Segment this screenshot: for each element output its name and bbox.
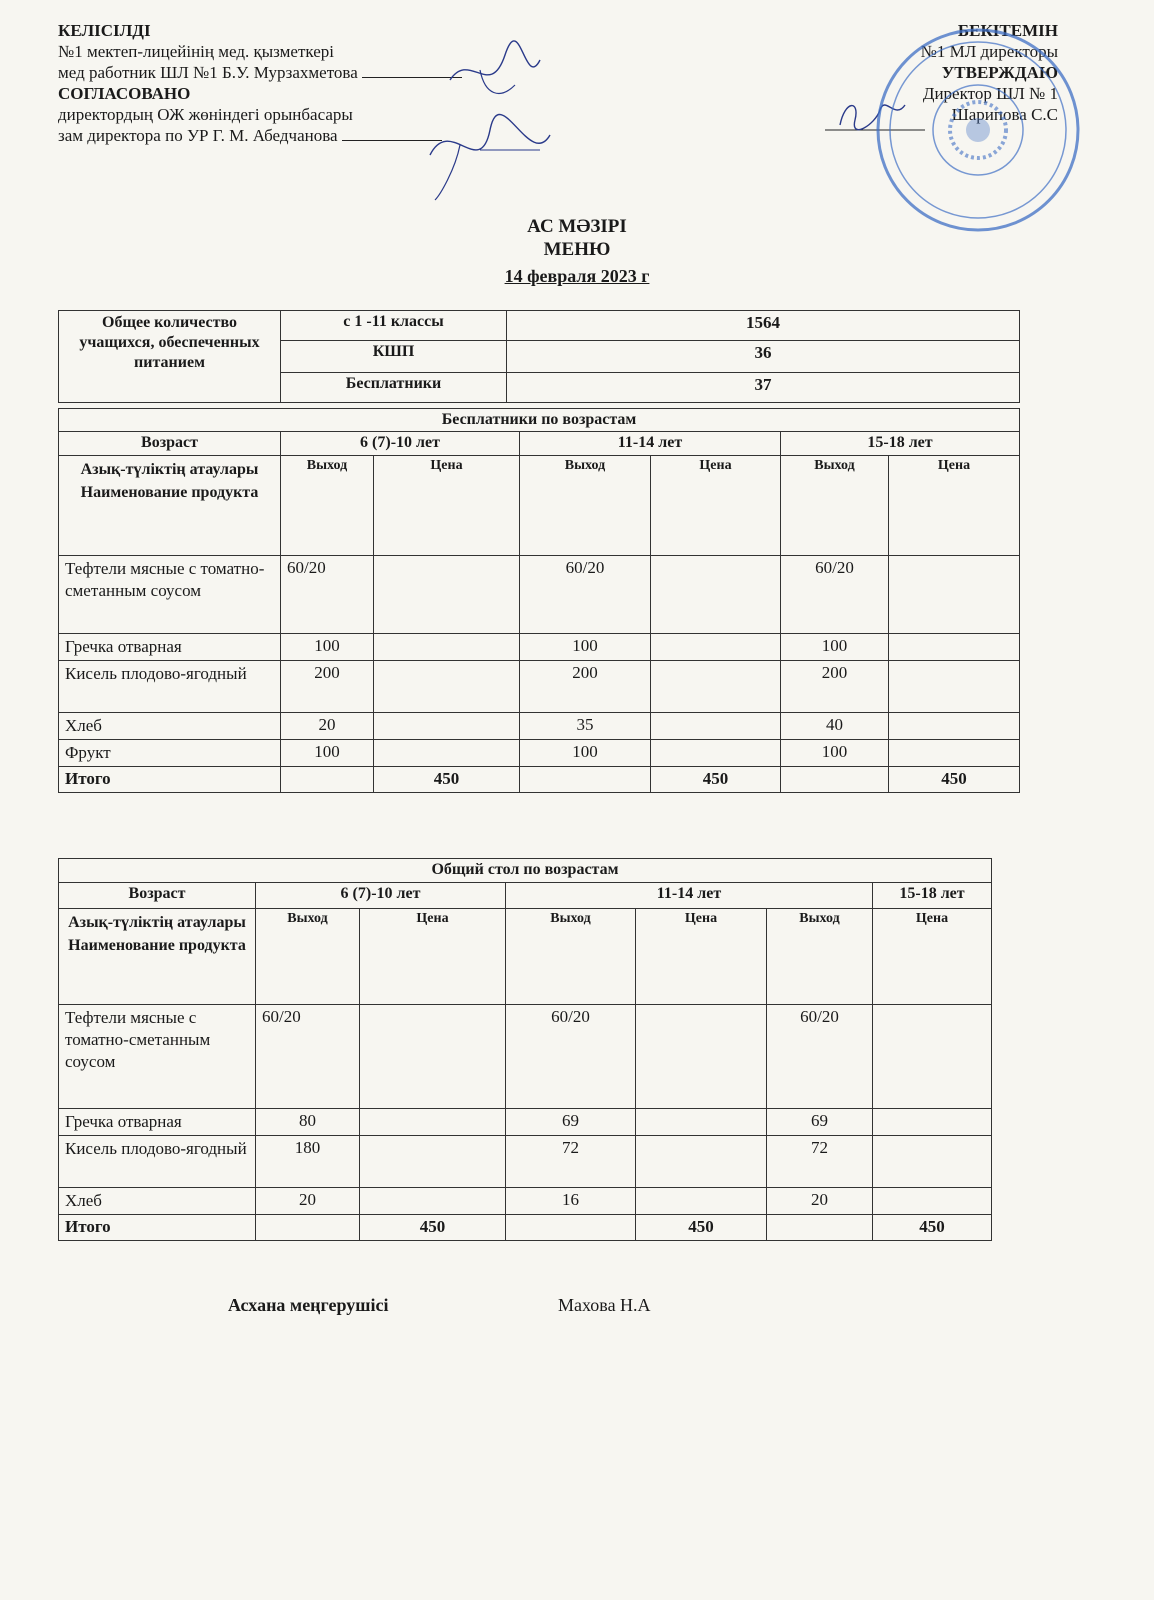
product-name: Кисель плодово-ягодный bbox=[59, 1136, 256, 1188]
total-value: 450 bbox=[374, 767, 520, 793]
total-empty bbox=[506, 1215, 636, 1241]
output-value: 60/20 bbox=[506, 1005, 636, 1109]
summary-row-value: 36 bbox=[507, 341, 1020, 373]
agreed-title-ru: СОГЛАСОВАНО bbox=[58, 84, 191, 103]
total-empty bbox=[781, 767, 889, 793]
output-value: 20 bbox=[281, 713, 374, 740]
table-row bbox=[59, 909, 992, 1005]
summary-row-value: 37 bbox=[507, 373, 1020, 403]
output-value: 100 bbox=[281, 634, 374, 661]
output-value: 60/20 bbox=[520, 556, 651, 634]
output-value: 60/20 bbox=[281, 556, 374, 634]
output-value: 100 bbox=[781, 740, 889, 767]
approval-left-block bbox=[58, 20, 462, 146]
total-label: Итого bbox=[59, 1215, 256, 1241]
table-row bbox=[59, 556, 1020, 634]
agreed-title-kz: КЕЛІСІЛДІ bbox=[58, 21, 151, 40]
price-cell bbox=[889, 634, 1020, 661]
table-row bbox=[59, 767, 1020, 793]
price-cell bbox=[360, 1005, 506, 1109]
total-empty bbox=[767, 1215, 873, 1241]
price-cell bbox=[651, 661, 781, 713]
total-empty bbox=[281, 767, 374, 793]
total-value: 450 bbox=[651, 767, 781, 793]
output-header: Выход bbox=[506, 909, 636, 1005]
product-name: Тефтели мясные с томатно-сметанным соусом bbox=[59, 556, 281, 634]
footer-role bbox=[228, 1295, 388, 1316]
product-header: Азық-түліктің атаулары Наименование продукта bbox=[59, 456, 281, 556]
product-name: Кисель плодово-ягодный bbox=[59, 661, 281, 713]
output-value: 20 bbox=[256, 1188, 360, 1215]
deputy-line-kz: директордың ОЖ жөніндегі орынбасары bbox=[58, 105, 353, 124]
table-row bbox=[59, 883, 992, 909]
price-cell bbox=[374, 556, 520, 634]
table-row bbox=[59, 713, 1020, 740]
footer-name bbox=[558, 1295, 651, 1316]
price-cell bbox=[889, 661, 1020, 713]
summary-row-value: 1564 bbox=[507, 311, 1020, 341]
table-row bbox=[59, 740, 1020, 767]
director-line-ru: Директор ШЛ № 1 bbox=[922, 84, 1058, 103]
table-row bbox=[59, 859, 992, 883]
price-cell bbox=[374, 713, 520, 740]
output-value: 16 bbox=[506, 1188, 636, 1215]
free-meals-table bbox=[58, 408, 1020, 793]
price-cell bbox=[873, 1188, 992, 1215]
product-name: Хлеб bbox=[59, 1188, 256, 1215]
price-cell bbox=[374, 740, 520, 767]
output-value: 100 bbox=[520, 740, 651, 767]
output-value: 35 bbox=[520, 713, 651, 740]
price-cell bbox=[636, 1005, 767, 1109]
med-worker-line-kz: №1 мектеп-лицейінің мед. қызметкері bbox=[58, 42, 334, 61]
table-row bbox=[59, 661, 1020, 713]
summary-row-name: с 1 -11 классы bbox=[281, 311, 507, 341]
menu-title-kz: АС МӘЗІРІ bbox=[527, 216, 627, 237]
price-cell bbox=[873, 1109, 992, 1136]
output-value: 60/20 bbox=[767, 1005, 873, 1109]
product-header: Азық-түліктің атаулары Наименование продукта bbox=[59, 909, 256, 1005]
signature-deputy bbox=[420, 110, 560, 205]
product-name: Гречка отварная bbox=[59, 1109, 256, 1136]
price-header: Цена bbox=[374, 456, 520, 556]
age-label: Возраст bbox=[59, 883, 256, 909]
output-value: 200 bbox=[281, 661, 374, 713]
output-value: 69 bbox=[506, 1109, 636, 1136]
age-group: 6 (7)-10 лет bbox=[281, 432, 520, 456]
product-name: Тефтели мясные с томатно-сметанным соусом bbox=[59, 1005, 256, 1109]
table-title: Общий стол по возрастам bbox=[59, 859, 992, 883]
deputy-line-ru bbox=[58, 125, 462, 146]
output-header: Выход bbox=[281, 456, 374, 556]
med-worker-line-ru bbox=[58, 62, 462, 83]
table-row bbox=[59, 311, 1020, 341]
director-line-kz: №1 МЛ директоры bbox=[920, 42, 1058, 61]
age-group: 6 (7)-10 лет bbox=[256, 883, 506, 909]
output-value: 200 bbox=[781, 661, 889, 713]
output-value: 100 bbox=[281, 740, 374, 767]
output-value: 69 bbox=[767, 1109, 873, 1136]
price-header: Цена bbox=[873, 909, 992, 1005]
output-value: 72 bbox=[506, 1136, 636, 1188]
age-group: 15-18 лет bbox=[781, 432, 1020, 456]
canteen-head-label: Асхана меңгерушісі bbox=[228, 1295, 389, 1315]
price-cell bbox=[651, 713, 781, 740]
price-cell bbox=[636, 1109, 767, 1136]
general-table bbox=[58, 858, 992, 1241]
total-empty bbox=[256, 1215, 360, 1241]
price-cell bbox=[636, 1136, 767, 1188]
output-header: Выход bbox=[781, 456, 889, 556]
price-cell bbox=[889, 556, 1020, 634]
table-row bbox=[59, 456, 1020, 556]
table-row bbox=[59, 432, 1020, 456]
summary-label: Общее количество учащихся, обеспеченных питанием bbox=[59, 311, 281, 403]
approve-title-ru: УТВЕРЖДАЮ bbox=[941, 63, 1058, 82]
table-row bbox=[59, 634, 1020, 661]
table-row bbox=[59, 1215, 992, 1241]
price-header: Цена bbox=[360, 909, 506, 1005]
total-value: 450 bbox=[360, 1215, 506, 1241]
price-cell bbox=[651, 634, 781, 661]
age-label: Возраст bbox=[59, 432, 281, 456]
director-name: Шарипова С.С bbox=[951, 105, 1058, 124]
approve-title-kz: БЕКІТЕМІН bbox=[957, 21, 1058, 40]
official-stamp bbox=[868, 20, 1088, 240]
output-value: 180 bbox=[256, 1136, 360, 1188]
output-value: 80 bbox=[256, 1109, 360, 1136]
price-header: Цена bbox=[636, 909, 767, 1005]
output-value: 20 bbox=[767, 1188, 873, 1215]
canteen-head-name: Махова Н.А bbox=[558, 1295, 651, 1315]
table-row bbox=[59, 1188, 992, 1215]
menu-date: 14 февраля 2023 г bbox=[504, 266, 650, 286]
output-header: Выход bbox=[520, 456, 651, 556]
deputy-name: зам директора по УР Г. М. Абедчанова bbox=[58, 126, 338, 145]
output-value: 100 bbox=[520, 634, 651, 661]
price-header: Цена bbox=[651, 456, 781, 556]
table-row bbox=[59, 1136, 992, 1188]
product-name: Хлеб bbox=[59, 713, 281, 740]
product-name: Гречка отварная bbox=[59, 634, 281, 661]
menu-title-ru: МЕНЮ bbox=[543, 239, 611, 260]
output-header: Выход bbox=[767, 909, 873, 1005]
price-cell bbox=[374, 661, 520, 713]
total-value: 450 bbox=[889, 767, 1020, 793]
price-cell bbox=[889, 713, 1020, 740]
age-group: 11-14 лет bbox=[520, 432, 781, 456]
total-value: 450 bbox=[873, 1215, 992, 1241]
summary-table bbox=[58, 310, 1020, 403]
price-cell bbox=[636, 1188, 767, 1215]
age-group: 15-18 лет bbox=[873, 883, 992, 909]
summary-row-name: Бесплатники bbox=[281, 373, 507, 403]
med-worker-name: мед работник ШЛ №1 Б.У. Мурзахметова bbox=[58, 63, 358, 82]
table-row bbox=[59, 409, 1020, 432]
total-value: 450 bbox=[636, 1215, 767, 1241]
total-empty bbox=[520, 767, 651, 793]
output-value: 72 bbox=[767, 1136, 873, 1188]
table-row bbox=[59, 1005, 992, 1109]
output-value: 100 bbox=[781, 634, 889, 661]
price-cell bbox=[873, 1005, 992, 1109]
output-value: 60/20 bbox=[781, 556, 889, 634]
output-value: 40 bbox=[781, 713, 889, 740]
price-cell bbox=[374, 634, 520, 661]
age-group: 11-14 лет bbox=[506, 883, 873, 909]
signature-medworker bbox=[430, 40, 550, 110]
total-label: Итого bbox=[59, 767, 281, 793]
output-header: Выход bbox=[256, 909, 360, 1005]
summary-row-name: КШП bbox=[281, 341, 507, 373]
table-row bbox=[59, 1109, 992, 1136]
price-header: Цена bbox=[889, 456, 1020, 556]
price-cell bbox=[889, 740, 1020, 767]
product-name: Фрукт bbox=[59, 740, 281, 767]
price-cell bbox=[360, 1136, 506, 1188]
price-cell bbox=[873, 1136, 992, 1188]
price-cell bbox=[651, 740, 781, 767]
price-cell bbox=[651, 556, 781, 634]
price-cell bbox=[360, 1188, 506, 1215]
price-cell bbox=[360, 1109, 506, 1136]
output-value: 60/20 bbox=[256, 1005, 360, 1109]
table-title: Бесплатники по возрастам bbox=[59, 409, 1020, 432]
output-value: 200 bbox=[520, 661, 651, 713]
